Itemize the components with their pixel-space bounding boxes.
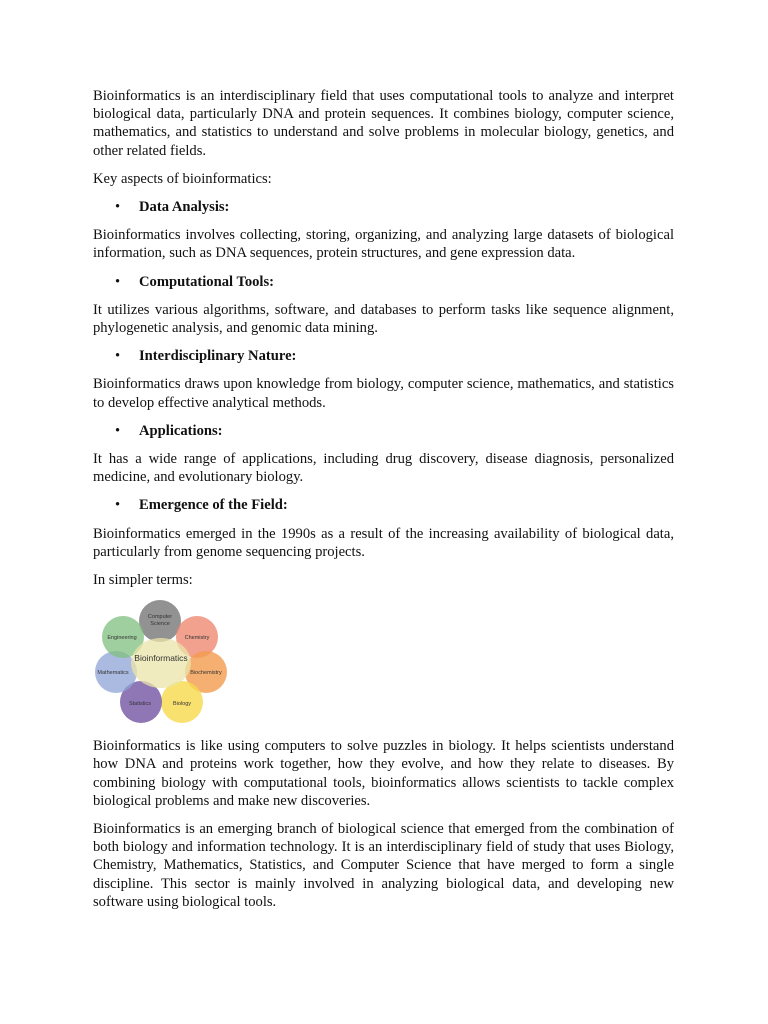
bullet-dot-icon: • bbox=[115, 348, 121, 365]
label-engineering: Engineering bbox=[107, 635, 137, 642]
aspect-title-applications bbox=[93, 422, 674, 440]
aspect-bullet bbox=[93, 273, 674, 291]
venn-diagram-svg bbox=[93, 599, 227, 727]
document-page bbox=[93, 87, 674, 921]
closing-paragraph: Bioinformatics is an emerging branch of biological science that emerged from the combination of both biology and information technology. It is an interdisciplinary field of study that uses Biology, Chemistry, Mathematics, Statistics, and Computer Science that have merged to form a single discipline. This sector is mainly involved in analyzing biological data, and developing new software using biological tools. bbox=[93, 821, 674, 910]
aspect-bullet bbox=[93, 496, 674, 514]
aspect-title-text: Data Analysis: bbox=[139, 199, 230, 216]
bullet-dot-icon: • bbox=[115, 497, 121, 514]
aspect-title-text: Emergence of the Field: bbox=[139, 497, 288, 514]
label-computer-science-line2: Science bbox=[150, 621, 170, 628]
aspect-title-data-analysis bbox=[93, 198, 674, 216]
aspect-title-computational-tools bbox=[93, 273, 674, 291]
simpler-terms-heading: In simpler terms: bbox=[93, 572, 193, 589]
aspect-title-text: Interdisciplinary Nature: bbox=[139, 348, 297, 365]
aspect-text-interdisciplinary-nature: Bioinformatics draws upon knowledge from biology, computer science, mathematics, and statistics to develop effective analytical methods. bbox=[93, 376, 674, 411]
label-statistics: Statistics bbox=[128, 701, 152, 708]
label-biochemistry: Biochemistry bbox=[190, 670, 222, 677]
aspect-bullet bbox=[93, 198, 674, 216]
bullet-dot-icon: • bbox=[115, 199, 121, 216]
intro-paragraph: Bioinformatics is an interdisciplinary field that uses computational tools to analyze and interpret biological data, particularly DNA and protein sequences. It combines biology, computer science, mathematics, and statistics to understand and solve problems in molecular biology, genetics, and other related fields. bbox=[93, 88, 674, 159]
key-aspects-heading: Key aspects of bioinformatics: bbox=[93, 170, 272, 187]
aspect-bullet bbox=[93, 422, 674, 440]
aspect-bullet bbox=[93, 347, 674, 365]
aspect-text-data-analysis: Bioinformatics involves collecting, storing, organizing, and analyzing large datasets of biological information, such as DNA sequences, protein structures, and gene expression data. bbox=[93, 227, 674, 262]
bioinformatics-venn-diagram bbox=[93, 599, 227, 727]
aspect-title-emergence bbox=[93, 496, 674, 514]
aspect-text-emergence: Bioinformatics emerged in the 1990s as a result of the increasing availability of biological data, particularly from genome sequencing projects. bbox=[93, 525, 674, 560]
label-mathematics: Mathematics bbox=[97, 670, 129, 677]
aspect-text-computational-tools: It utilizes various algorithms, software, and databases to perform tasks like sequence alignment, phylogenetic analysis, and genomic data mining. bbox=[93, 301, 674, 337]
simpler-paragraph: Bioinformatics is like using computers to solve puzzles in biology. It helps scientists understand how DNA and proteins work together, how they evolve, and how they relate to diseases. By combining biology with computational tools, bioinformatics allows scientists to tackle complex biological problems and make new discoveries. bbox=[93, 738, 674, 809]
aspect-text-applications: It has a wide range of applications, including drug discovery, disease diagnosis, personalized medicine, and evolutionary biology. bbox=[93, 451, 674, 486]
bullet-dot-icon: • bbox=[115, 273, 121, 290]
label-biology: Biology bbox=[172, 701, 192, 708]
aspect-title-interdisciplinary-nature bbox=[93, 347, 674, 365]
label-center-bioinformatics: Bioinformatics bbox=[134, 653, 188, 664]
bullet-dot-icon: • bbox=[115, 422, 121, 439]
aspect-title-text: Computational Tools: bbox=[139, 273, 275, 290]
circle-center bbox=[131, 638, 191, 688]
aspect-title-text: Applications: bbox=[139, 422, 223, 439]
label-chemistry: Chemistry bbox=[184, 635, 210, 642]
label-computer-science-line1: Computer bbox=[147, 614, 173, 621]
